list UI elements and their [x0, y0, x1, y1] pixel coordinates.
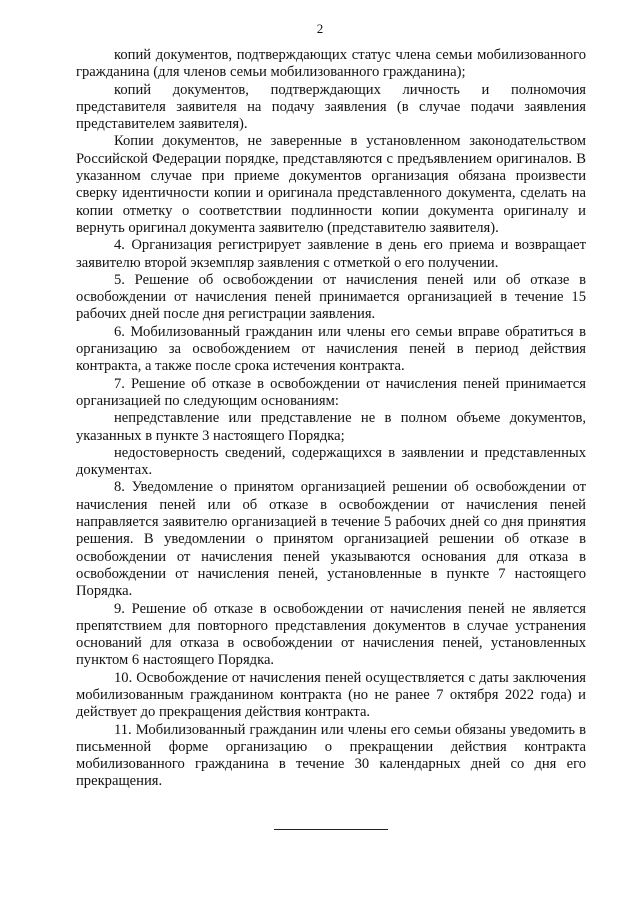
paragraph-item-9: 9. Решение об отказе в освобождении от начисления пеней не является препятствием для повторного представления документов в случае устранения оснований для отказа в освобождении от начисления пеней, установленных пунктом 6 настоящего Порядка.: [76, 600, 586, 669]
paragraph-item-5: 5. Решение об освобождении от начисления пеней или об отказе в освобождении от начисления пеней принимается организацией в течение 15 рабочих дней после дня регистрации заявления.: [76, 271, 586, 323]
paragraph-item-10: 10. Освобождение от начисления пеней осуществляется с даты заключения мобилизованным гражданином контракта (но не ранее 7 октября 2022 года) и действует до прекращения действия контракта.: [76, 669, 586, 721]
paragraph-refusal-reason-1: непредставление или представление не в полном объеме документов, указанных в пункте 3 настоящего Порядка;: [76, 410, 586, 444]
document-body: [76, 47, 586, 791]
paragraph-item-7: 7. Решение об отказе в освобождении от начисления пеней принимается организацией по следующим основаниям:: [76, 375, 586, 409]
paragraph-item-11: 11. Мобилизованный гражданин или члены его семьи обязаны уведомить в письменной форме организацию о прекращении действия контракта мобилизованного гражданина в течение 30 календарных дней со дня его прекращения.: [76, 721, 586, 790]
paragraph-item-4: 4. Организация регистрирует заявление в день его приема и возвращает заявителю второй экземпляр заявления с отметкой о его получении.: [76, 237, 586, 271]
page-number: 2: [316, 21, 324, 36]
paragraph-family-status-docs: копий документов, подтверждающих статус члена семьи мобилизованного гражданина (для членов семьи мобилизованного гражданина);: [76, 47, 586, 81]
paragraph-item-8: 8. Уведомление о принятом организацией решении об освобождении от начисления пеней или об отказе в освобождении от начисления пеней направляется заявителю организацией в течение 5 рабочих дней со дня принятия решения. В уведомлении о принятом организацией решении об отказе в освобождении от начисления пеней указываются основания для отказа в освобождении от начисления пеней, установленные в пункте 7 настоящего Порядка.: [76, 479, 586, 600]
end-divider-line: [274, 829, 388, 830]
paragraph-representative-docs: копий документов, подтверждающих личность и полномочия представителя заявителя на подачу заявления (в случае подачи заявления представителем заявителя).: [76, 81, 586, 133]
paragraph-refusal-reason-2: недостоверность сведений, содержащихся в заявлении и представленных документах.: [76, 444, 586, 479]
paragraph-item-6: 6. Мобилизованный гражданин или члены его семьи вправе обратиться в организацию за освобождением от начисления пеней в период действия контракта, а также после срока истечения контракта.: [76, 323, 586, 375]
paragraph-document-copies: Копии документов, не заверенные в установленном законодательством Российской Федерации порядке, представляются с предъявлением оригиналов. В указанном случае при приеме документов организация обязана произвести сверку идентичности копии и оригинала представленного документа, сделать на копии отметку о соответствии подлинности копии документа оригиналу и вернуть оригинал документа заявителю (представителю заявителя).: [76, 133, 586, 236]
